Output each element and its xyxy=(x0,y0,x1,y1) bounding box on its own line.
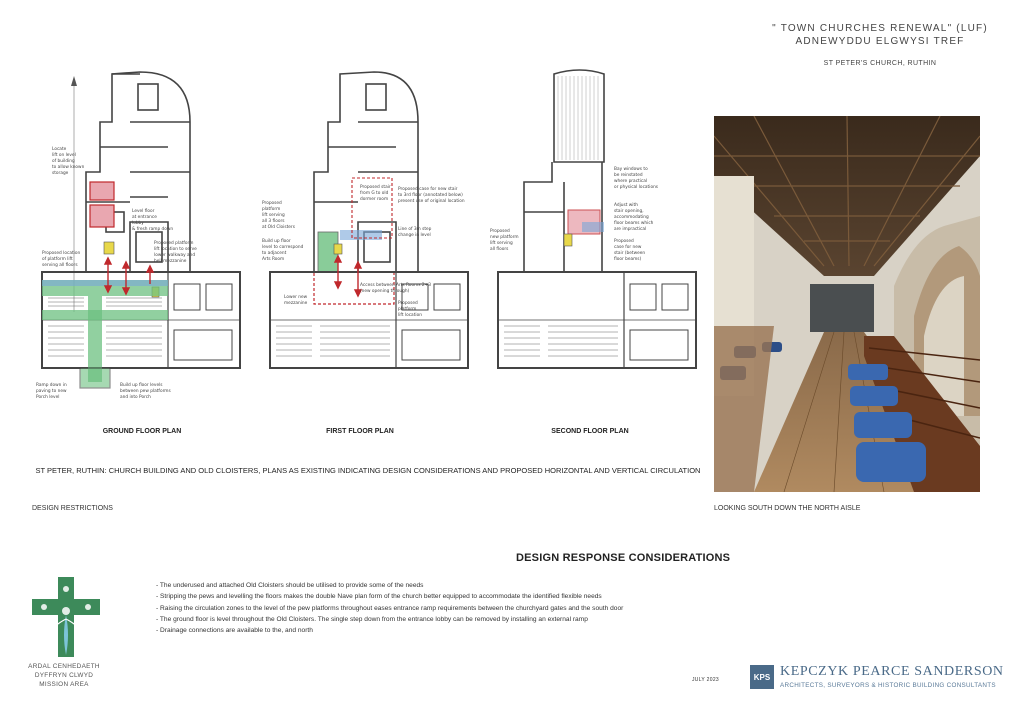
svg-text:present use of original locati: present use of original location xyxy=(398,199,465,204)
svg-text:Lower new: Lower new xyxy=(284,295,308,300)
svg-text:& fresh ramp down: & fresh ramp down xyxy=(132,227,174,232)
svg-text:lift serving: lift serving xyxy=(262,213,285,218)
svg-text:to adjacent: to adjacent xyxy=(262,251,287,256)
firm-subtitle: ARCHITECTS, SURVEYORS & HISTORIC BUILDING CONSULTANTS xyxy=(780,682,996,689)
svg-text:be reinstated: be reinstated xyxy=(614,173,643,178)
svg-text:at entrance: at entrance xyxy=(132,215,157,220)
svg-text:Proposed stair: Proposed stair xyxy=(360,185,391,190)
svg-text:change in level: change in level xyxy=(398,233,431,238)
svg-text:lower walkway and: lower walkway and xyxy=(154,253,196,258)
list-item: - The underused and attached Old Cloisters should be utilised to provide some of the needs xyxy=(156,582,424,589)
svg-text:Build up floor levels: Build up floor levels xyxy=(120,383,163,388)
svg-text:Proposed: Proposed xyxy=(262,201,282,206)
list-item: - The ground floor is level throughout the Old Cloisters. The single step down from the entrance lobby can be removed by installing an external ramp xyxy=(156,615,588,623)
svg-text:Ramp down in: Ramp down in xyxy=(36,383,67,388)
svg-text:stair opening,: stair opening, xyxy=(614,209,644,214)
svg-text:of building: of building xyxy=(52,159,75,164)
svg-text:paving to new: paving to new xyxy=(36,389,67,394)
church-name: ST PETER'S CHURCH, RUTHIN xyxy=(823,60,937,67)
svg-text:platform: platform xyxy=(262,207,281,212)
mission-area-logo xyxy=(30,575,102,659)
svg-text:storage: storage xyxy=(52,171,69,176)
svg-text:or physical locations: or physical locations xyxy=(614,185,659,190)
svg-text:serving all floors: serving all floors xyxy=(42,263,78,268)
svg-text:floor beams which: floor beams which xyxy=(614,221,654,226)
list-item: - Raising the circulation zones to the level of the pew platforms throughout eases entrance ramp requirements between the churchyard gates and the south door xyxy=(156,604,624,612)
svg-text:Locate: Locate xyxy=(52,147,67,152)
svg-text:lift location: lift location xyxy=(398,313,422,318)
firm-name: KEPCZYK PEARCE SANDERSON xyxy=(780,664,1004,679)
svg-text:lobby: lobby xyxy=(132,221,144,226)
design-response-list xyxy=(156,580,623,636)
ground-floor-label: GROUND FLOOR PLAN xyxy=(102,428,182,435)
svg-text:lift on level: lift on level xyxy=(52,153,76,158)
svg-text:at Old Cloisters: at Old Cloisters xyxy=(262,225,295,230)
first-floor-label: FIRST FLOOR PLAN xyxy=(326,428,394,435)
second-floor-plan xyxy=(484,62,699,392)
design-response-heading: DESIGN RESPONSE CONSIDERATIONS xyxy=(516,552,731,564)
svg-text:Proposed: Proposed xyxy=(398,301,418,306)
plans-caption: ST PETER, RUTHIN: CHURCH BUILDING AND OLD CLOISTERS, PLANS AS EXISTING INDICATING DESIGN CONSIDERATIONS AND PROPOSED HORIZONTAL AND VERTICAL CIRCULATION xyxy=(35,466,701,475)
svg-text:between pew platforms: between pew platforms xyxy=(120,389,171,394)
svg-text:to 3rd floor (annotated below): to 3rd floor (annotated below) xyxy=(398,193,463,198)
list-item: - Stripping the pews and levelling the floors makes the double Nave plan form of the church better equipped to accommodate the identified flexible needs xyxy=(156,593,602,601)
svg-text:Porch level: Porch level xyxy=(36,395,60,400)
svg-text:Proposed platform: Proposed platform xyxy=(154,241,194,246)
project-title-line1: " TOWN CHURCHES RENEWAL" (LUF) xyxy=(772,23,988,34)
mission-line1: ARDAL CENHEDAETH xyxy=(28,663,100,670)
svg-text:accommodating: accommodating xyxy=(614,215,649,220)
mission-line3: MISSION AREA xyxy=(39,681,89,688)
svg-text:of platform lift: of platform lift xyxy=(42,257,73,262)
svg-text:all 3 floors: all 3 floors xyxy=(262,219,285,224)
date-label: JULY 2023 xyxy=(692,677,719,683)
svg-text:from G to old: from G to old xyxy=(360,191,389,196)
photo-caption: LOOKING SOUTH DOWN THE NORTH AISLE xyxy=(714,505,861,512)
svg-text:are impractical: are impractical xyxy=(614,227,647,232)
svg-text:Access between Arts Rooms 2+3: Access between Arts Rooms 2+3 xyxy=(360,283,431,288)
church-interior-photo xyxy=(714,116,980,492)
svg-text:lift serving: lift serving xyxy=(490,241,513,246)
svg-text:Build up floor: Build up floor xyxy=(262,239,291,244)
svg-text:level to correspond: level to correspond xyxy=(262,245,304,250)
svg-text:stair (between: stair (between xyxy=(614,251,646,256)
svg-text:Adjust with: Adjust with xyxy=(614,203,638,208)
mission-area-text xyxy=(20,662,108,689)
svg-text:to allow known: to allow known xyxy=(52,165,85,170)
svg-text:Bay windows to: Bay windows to xyxy=(614,167,648,172)
svg-text:Arts Room: Arts Room xyxy=(262,257,285,262)
svg-text:platform: platform xyxy=(398,307,417,312)
svg-text:Proposed case for new stair: Proposed case for new stair xyxy=(398,187,458,192)
svg-text:case for new: case for new xyxy=(614,245,642,250)
svg-text:lift location to serve: lift location to serve xyxy=(154,247,197,252)
svg-text:Level floor: Level floor xyxy=(132,209,155,214)
mission-line2: DYFFRYN CLWYD xyxy=(34,672,94,679)
second-floor-label: SECOND FLOOR PLAN xyxy=(551,428,629,435)
svg-text:Proposed: Proposed xyxy=(614,239,634,244)
svg-text:floor beams): floor beams) xyxy=(614,257,642,262)
svg-text:where practical: where practical xyxy=(614,179,648,184)
svg-text:and into Porch: and into Porch xyxy=(120,395,151,400)
ground-floor-plan xyxy=(28,62,243,407)
svg-text:Proposed: Proposed xyxy=(490,229,510,234)
svg-text:new platform: new platform xyxy=(490,235,519,240)
list-item: - Drainage connections are available to the, and north xyxy=(156,627,313,635)
svg-text:Proposed location: Proposed location xyxy=(42,251,81,256)
svg-text:all floors: all floors xyxy=(490,247,509,252)
design-restrictions-label: DESIGN RESTRICTIONS xyxy=(32,505,113,512)
svg-text:mezzanine: mezzanine xyxy=(284,301,308,306)
svg-text:Line of 3m step: Line of 3m step xyxy=(398,227,432,232)
svg-text:bell mezzanine: bell mezzanine xyxy=(154,259,187,264)
project-title xyxy=(760,22,1000,48)
svg-text:(new opening through): (new opening through) xyxy=(360,289,410,294)
firm-logo: KPS xyxy=(750,665,774,689)
project-title-line2: ADNEWYDDU ELGWYSI TREF xyxy=(795,36,965,47)
first-floor-plan xyxy=(256,62,471,392)
svg-text:dormer room: dormer room xyxy=(360,197,389,202)
